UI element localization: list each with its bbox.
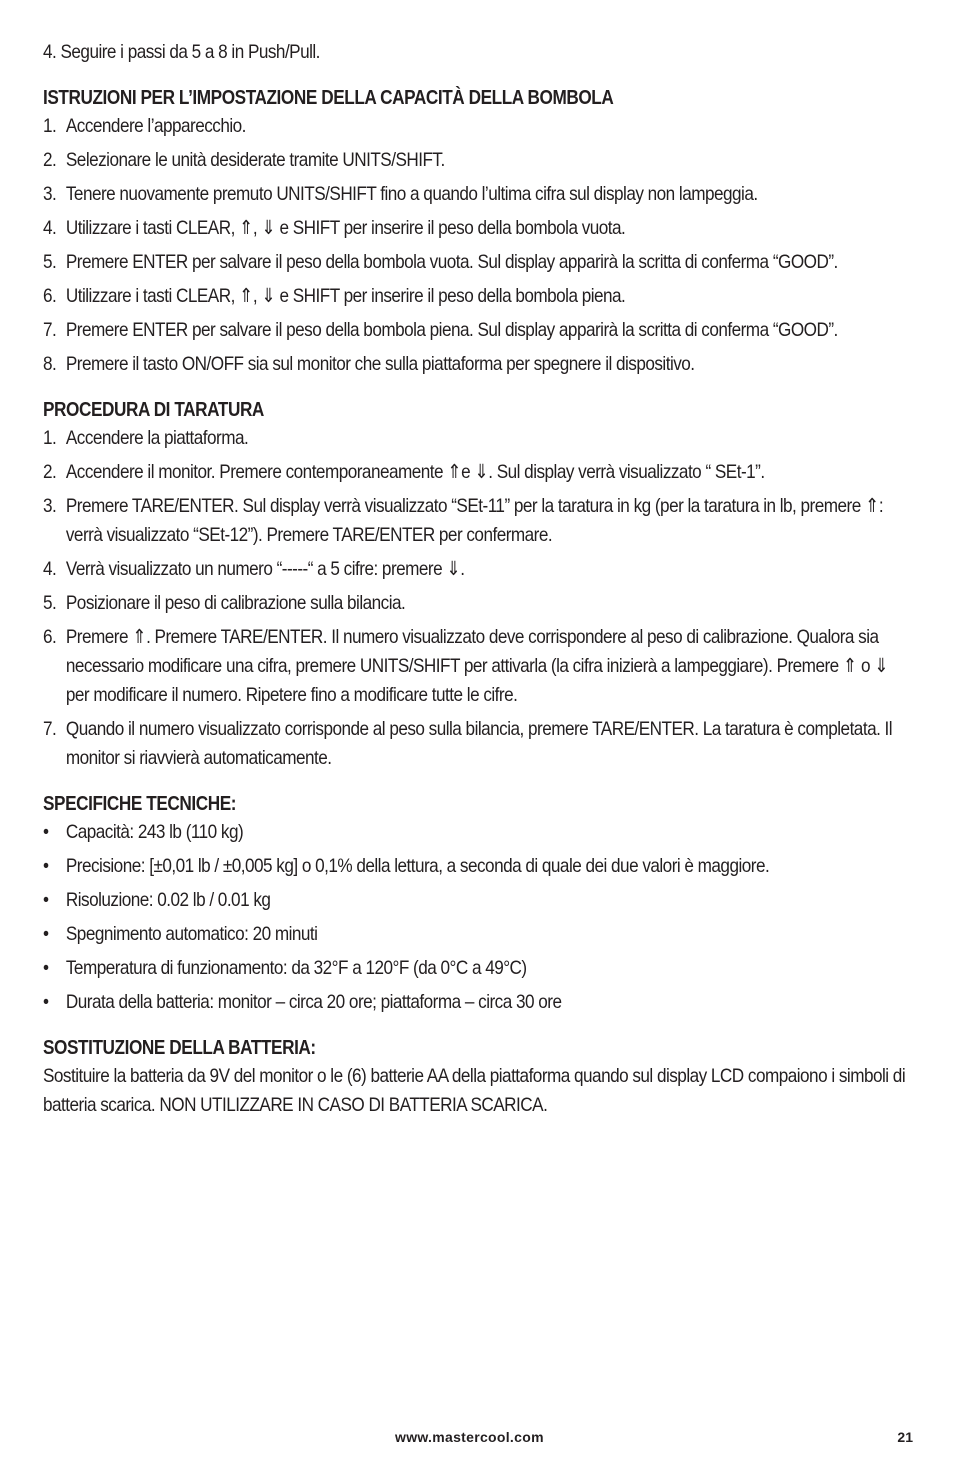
spec-text: Temperatura di funzionamento: da 32°F a 120°F (da 0°C a 49°C) — [65, 957, 527, 979]
list-item — [43, 988, 912, 1017]
bullet: • — [43, 957, 49, 979]
bullet: • — [43, 991, 49, 1013]
page-content — [43, 38, 913, 1120]
step-text: Premere ⇑. Premere TARE/ENTER. Il numero visualizzato deve corrispondere al peso di calibrazione. Qualora sia necessario modificare una cifra, premere UNITS/SHIFT per attivarla (la cifra inizierà a lampeggiare). Premere ⇑ o ⇓ per modificare il numero. Ripetere fino a modificare tutte le cifre. — [65, 626, 889, 706]
step-number: 6. — [43, 626, 57, 648]
bullet: • — [43, 889, 49, 911]
capacity-steps-list — [43, 112, 912, 379]
list-item — [43, 954, 912, 983]
list-item — [43, 214, 912, 243]
bullet: • — [43, 821, 49, 843]
spec-text: Precisione: [±0,01 lb / ±0,005 kg] o 0,1% della lettura, a seconda di quale dei due valori è maggiore. — [65, 855, 770, 877]
step-text: Utilizzare i tasti CLEAR, ⇑, ⇓ e SHIFT per inserire il peso della bombola piena. — [65, 285, 626, 307]
footer-url: www.mastercool.com — [395, 1429, 544, 1445]
list-item — [43, 492, 912, 550]
intro-line: 4. Seguire i passi da 5 a 8 in Push/Pull. — [43, 41, 320, 63]
list-item — [43, 818, 912, 847]
spec-text: Spegnimento automatico: 20 minuti — [65, 923, 318, 945]
step-number: 7. — [43, 718, 57, 740]
specs-section-title: SPECIFICHE TECNICHE: — [43, 793, 237, 815]
step-text: Posizionare il peso di calibrazione sulla bilancia. — [65, 592, 406, 614]
calibration-section-title: PROCEDURA DI TARATURA — [43, 399, 264, 421]
spec-text: Capacità: 243 lb (110 kg) — [65, 821, 244, 843]
step-text: Premere TARE/ENTER. Sul display verrà visualizzato “SEt-11” per la taratura in kg (per la taratura in lb, premere ⇑: verrà visualizzato “SEt-12”). Premere TARE/ENTER per confermare. — [65, 495, 884, 546]
step-number: 5. — [43, 251, 57, 273]
bullet: • — [43, 923, 49, 945]
step-number: 2. — [43, 461, 57, 483]
list-item — [43, 180, 912, 209]
step-text: Accendere il monitor. Premere contemporaneamente ⇑e ⇓. Sul display verrà visualizzato “ SEt-1”. — [65, 461, 765, 483]
step-text: Premere il tasto ON/OFF sia sul monitor che sulla piattaforma per spegnere il dispositivo. — [65, 353, 695, 375]
step-text: Quando il numero visualizzato corrisponde al peso sulla bilancia, premere TARE/ENTER. La taratura è completata. Il monitor si riavvierà automaticamente. — [65, 718, 893, 769]
step-number: 5. — [43, 592, 57, 614]
step-text: Accendere l’apparecchio. — [65, 115, 246, 137]
list-item — [43, 623, 912, 710]
list-item — [43, 715, 912, 773]
step-number: 3. — [43, 495, 57, 517]
list-item — [43, 316, 912, 345]
list-item — [43, 886, 912, 915]
list-item — [43, 458, 912, 487]
list-item — [43, 282, 912, 311]
list-item — [43, 555, 912, 584]
step-text: Tenere nuovamente premuto UNITS/SHIFT fino a quando l’ultima cifra sul display non lampeggia. — [65, 183, 758, 205]
list-item — [43, 248, 912, 277]
bullet: • — [43, 855, 49, 877]
step-number: 4. — [43, 217, 57, 239]
step-number: 2. — [43, 149, 57, 171]
spec-text: Risoluzione: 0.02 lb / 0.01 kg — [65, 889, 271, 911]
step-number: 1. — [43, 427, 57, 449]
step-number: 3. — [43, 183, 57, 205]
list-item — [43, 852, 912, 881]
step-text: Selezionare le unità desiderate tramite UNITS/SHIFT. — [65, 149, 445, 171]
step-number: 1. — [43, 115, 57, 137]
page-number: 21 — [897, 1429, 913, 1445]
step-text: Accendere la piattaforma. — [65, 427, 249, 449]
step-text: Utilizzare i tasti CLEAR, ⇑, ⇓ e SHIFT per inserire il peso della bombola vuota. — [65, 217, 626, 239]
list-item — [43, 112, 912, 141]
list-item — [43, 146, 912, 175]
battery-section-title: SOSTITUZIONE DELLA BATTERIA: — [43, 1037, 316, 1059]
step-number: 8. — [43, 353, 57, 375]
step-text: Verrà visualizzato un numero “-----“ a 5 cifre: premere ⇓. — [65, 558, 465, 580]
battery-text: Sostituire la batteria da 9V del monitor o le (6) batterie AA della piattaforma quando sul display LCD compaiono i simboli di batteria scarica. NON UTILIZZARE IN CASO DI BATTERIA SCARICA. — [43, 1065, 906, 1116]
step-number: 7. — [43, 319, 57, 341]
spec-text: Durata della batteria: monitor – circa 20 ore; piattaforma – circa 30 ore — [65, 991, 562, 1013]
list-item — [43, 920, 912, 949]
list-item — [43, 589, 912, 618]
step-text: Premere ENTER per salvare il peso della bombola vuota. Sul display apparirà la scritta di conferma “GOOD”. — [65, 251, 838, 273]
step-text: Premere ENTER per salvare il peso della bombola piena. Sul display apparirà la scritta di conferma “GOOD”. — [65, 319, 838, 341]
capacity-section-title: ISTRUZIONI PER L’IMPOSTAZIONE DELLA CAPACITÀ DELLA BOMBOLA — [43, 87, 614, 109]
calibration-steps-list — [43, 424, 912, 773]
specs-list — [43, 818, 912, 1017]
list-item — [43, 424, 912, 453]
step-number: 6. — [43, 285, 57, 307]
list-item — [43, 350, 912, 379]
step-number: 4. — [43, 558, 57, 580]
